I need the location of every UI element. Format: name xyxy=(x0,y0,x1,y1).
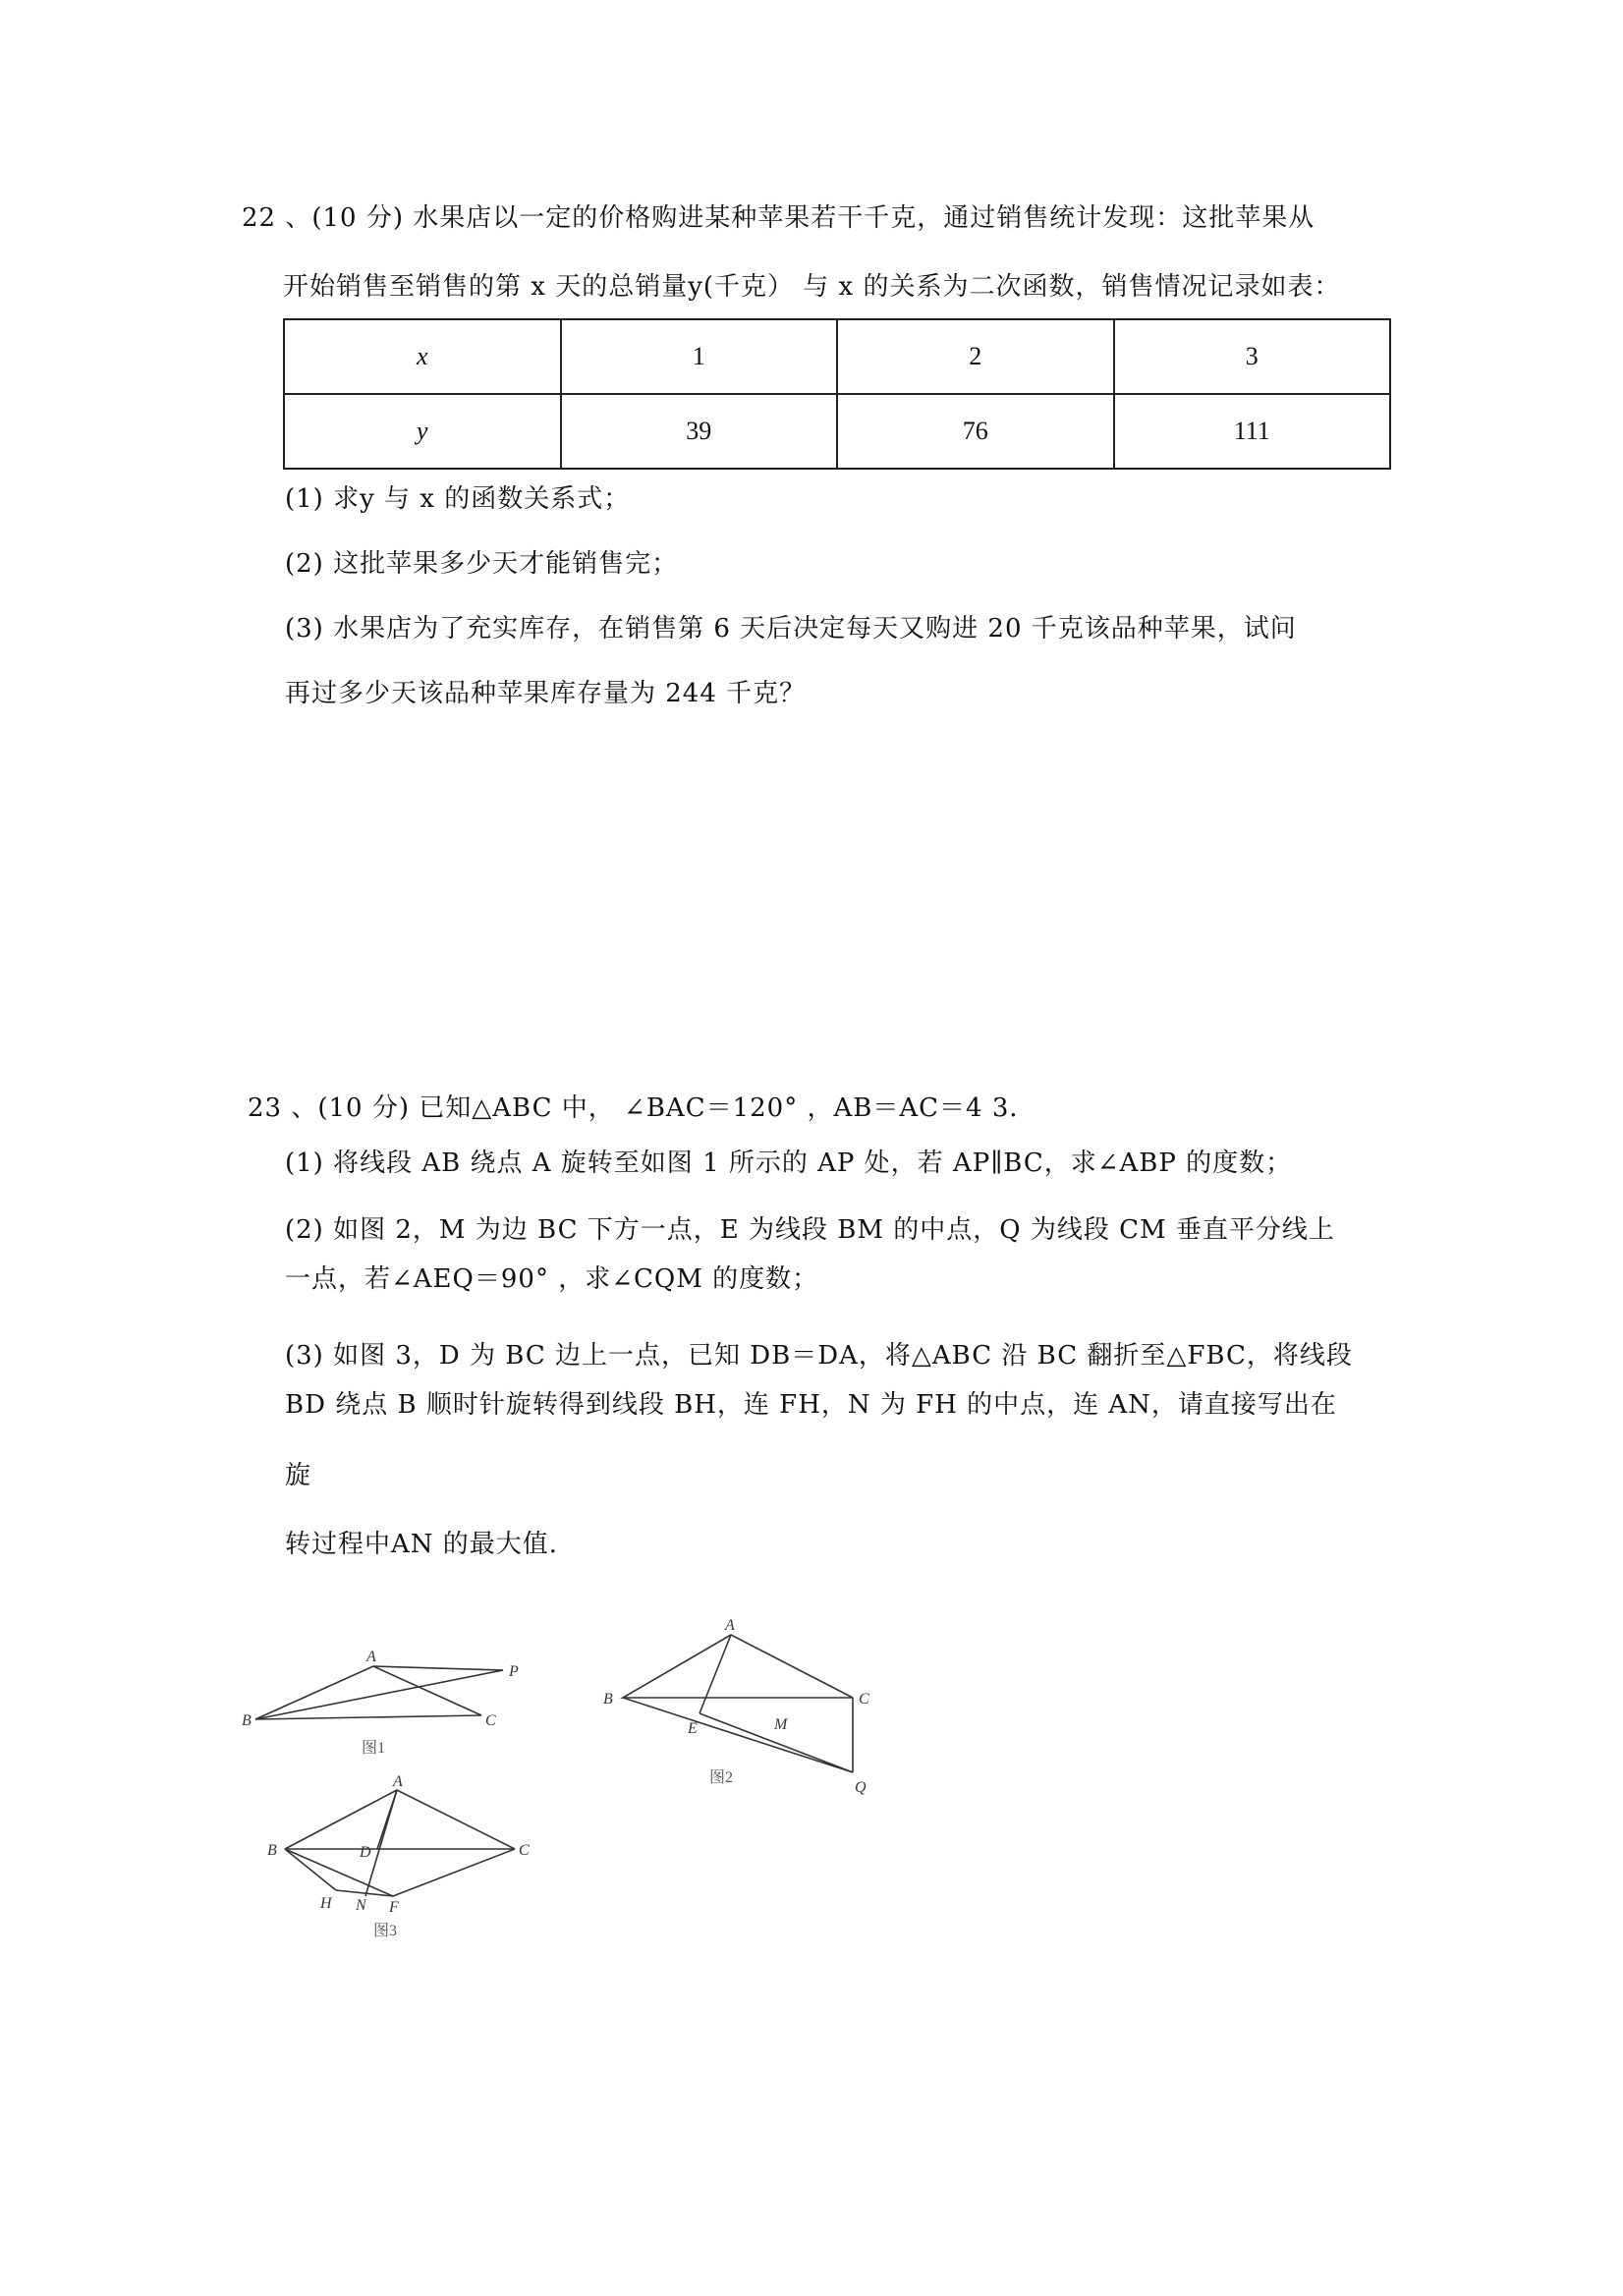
figure-2-caption: 图2 xyxy=(709,1769,734,1786)
table-header-y: y xyxy=(284,394,561,469)
segment-ba xyxy=(255,1666,373,1719)
table-row xyxy=(284,319,1390,394)
q22-stem-line2: 开始销售至销售的第 x 天的总销量y(千克） 与 x 的关系为二次函数，销售情况记录如表： xyxy=(283,272,1341,302)
label-b: B xyxy=(267,1842,277,1859)
label-f: F xyxy=(389,1899,399,1916)
segment-bm xyxy=(623,1698,853,1772)
figure-3-caption: 图3 xyxy=(373,1923,398,1939)
q23-part3-line4: 转过程中AN 的最大值． xyxy=(285,1530,576,1559)
triangle-fbc xyxy=(285,1849,515,1896)
triangle-abc xyxy=(285,1790,515,1849)
label-h: H xyxy=(320,1895,332,1912)
q23-part2-line1: (2) 如图 2，M 为边 BC 下方一点，E 为线段 BM 的中点，Q 为线段 CM 垂直平分线上 xyxy=(285,1215,1335,1245)
q23-part3-line2: BD 绕点 B 顺时针旋转得到线段 BH，连 FH，N 为 FH 的中点，连 AN，请直接写出在 xyxy=(285,1390,1337,1420)
q22-part3-line1: (3) 水果店为了充实库存，在销售第 6 天后决定每天又购进 20 千克该品种苹果，试问 xyxy=(285,614,1297,644)
q23-part3-line3: 旋 xyxy=(285,1461,312,1490)
figure-2 xyxy=(593,1615,888,1802)
table-row xyxy=(284,394,1390,469)
q23-part3-line1: (3) 如图 3，D 为 BC 边上一点，已知 DB＝DA，将△ABC 沿 BC 翻折至△FBC，将线段 xyxy=(285,1341,1353,1371)
table-cell: 3 xyxy=(1114,319,1391,394)
table-cell: 111 xyxy=(1114,394,1391,469)
q23-part1: (1) 将线段 AB 绕点 A 旋转至如图 1 所示的 AP 处，若 AP∥BC，求∠ABP 的度数； xyxy=(285,1148,1293,1178)
table-cell: 39 xyxy=(561,394,838,469)
label-b: B xyxy=(603,1691,613,1708)
segment-bh xyxy=(285,1849,336,1890)
label-a: A xyxy=(366,1649,376,1665)
label-q: Q xyxy=(855,1779,867,1796)
q23-part2-line2: 一点，若∠AEQ＝90° ，求∠CQM 的度数； xyxy=(285,1264,819,1294)
label-c: C xyxy=(485,1712,496,1729)
figure-1 xyxy=(236,1641,550,1768)
table-cell: 76 xyxy=(837,394,1114,469)
triangle-abc xyxy=(623,1635,853,1698)
segment-bp xyxy=(255,1670,503,1719)
label-a: A xyxy=(393,1773,403,1790)
q22-part1: (1) 求y 与 x 的函数关系式； xyxy=(285,484,631,514)
label-c: C xyxy=(859,1691,869,1708)
q22-stem-line1: 22 、(10 分) 水果店以一定的价格购进某种苹果若干千克，通过销售统计发现：这批苹果从 xyxy=(242,203,1315,233)
table-cell: 1 xyxy=(561,319,838,394)
label-b: B xyxy=(242,1712,252,1729)
sales-table xyxy=(283,318,1391,470)
label-d: D xyxy=(360,1844,371,1861)
label-e: E xyxy=(688,1720,698,1737)
label-c: C xyxy=(519,1842,530,1859)
segment-ap xyxy=(373,1666,503,1670)
label-p: P xyxy=(509,1663,519,1680)
label-m: M xyxy=(774,1716,788,1733)
q22-part3-line2: 再过多少天该品种苹果库存量为 244 千克？ xyxy=(285,679,807,708)
figure-3 xyxy=(255,1774,550,1951)
figure-1-caption: 图1 xyxy=(362,1740,386,1757)
label-a: A xyxy=(725,1617,735,1634)
q23-stem: 23 、(10 分) 已知△ABC 中， ∠BAC＝120° ，AB＝AC＝4 3． xyxy=(248,1093,1036,1123)
q22-part2: (2) 这批苹果多少天才能销售完； xyxy=(285,549,679,579)
segment-ae xyxy=(700,1635,731,1713)
segment-bc xyxy=(255,1715,481,1719)
segment-ac xyxy=(373,1666,481,1715)
table-cell: 2 xyxy=(837,319,1114,394)
label-n: N xyxy=(356,1897,366,1914)
table-header-x: x xyxy=(284,319,561,394)
